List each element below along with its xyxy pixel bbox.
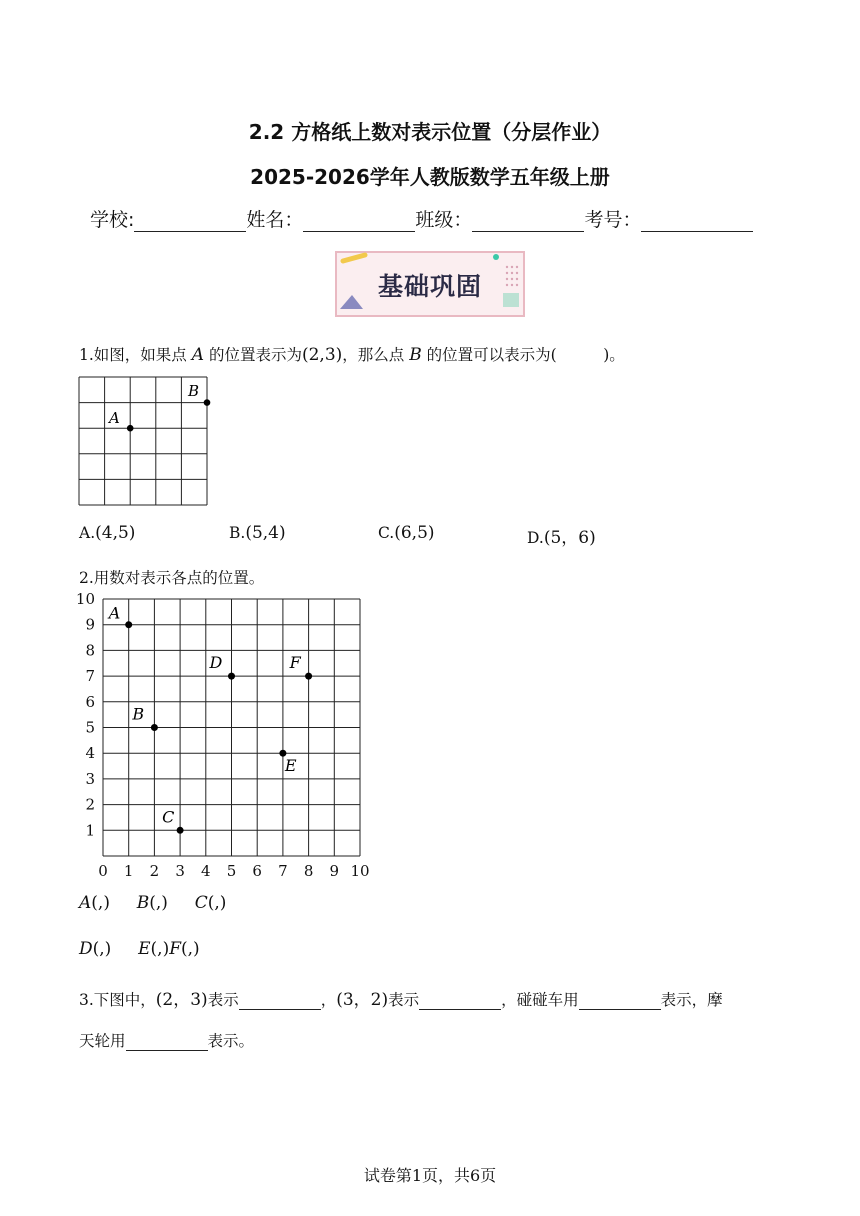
x-tick-label: 3 (175, 862, 185, 880)
q2-answer-c-label: C (194, 893, 208, 913)
y-tick-label: 5 (85, 718, 95, 737)
class-label: 班级： (415, 209, 473, 231)
y-tick-label: 4 (85, 744, 95, 763)
x-tick-label: 8 (303, 862, 314, 880)
x-tick-label: 6 (252, 862, 262, 880)
q2-answer-b-field[interactable]: (,) (149, 893, 168, 913)
q2-answer-line-2 (79, 939, 200, 959)
question-1-text (79, 343, 625, 365)
y-tick-label: 8 (85, 641, 95, 660)
y-tick-label: 9 (85, 615, 95, 634)
y-tick-label: 6 (85, 692, 95, 711)
q1-grid-label-b: B (188, 382, 200, 400)
q1-option-b[interactable]: B.(5,4) (229, 523, 286, 543)
q2-point-f-label: F (289, 653, 301, 673)
q1-point-a-dot (127, 425, 134, 432)
x-tick-label: 2 (149, 862, 160, 880)
section-banner (335, 251, 525, 317)
q3-blank-4[interactable] (126, 1032, 208, 1051)
q2-answer-f-field[interactable]: (,) (181, 939, 200, 959)
y-tick-label: 3 (85, 769, 95, 788)
q1-point-a: A (191, 345, 205, 365)
q1-point-b: B (409, 345, 422, 365)
q1-grid-figure (76, 374, 212, 514)
question-2-text: 2.用数对表示各点的位置。 (79, 569, 265, 587)
q2-grid-svg (70, 586, 380, 882)
x-tick-label: 1 (123, 862, 134, 880)
q1-prefix: 1.如图，如果点 (79, 346, 187, 364)
q2-answer-f-label: F (169, 939, 182, 959)
q2-point-d-dot (228, 673, 235, 680)
x-tick-label: 0 (98, 862, 108, 880)
q2-point-a-label: A (108, 603, 121, 623)
q2-answer-e-label: E (138, 939, 151, 959)
name-field[interactable] (303, 211, 415, 232)
page-subtitle: 2025-2026学年人教版数学五年级上册 (250, 165, 610, 189)
x-tick-label: 7 (278, 862, 288, 880)
q3-blank-1[interactable] (239, 991, 321, 1010)
q2-answer-a-label: A (79, 893, 92, 913)
x-tick-label: 9 (329, 862, 340, 880)
q1-grid-svg (76, 374, 212, 510)
q2-answer-d-label: D (79, 939, 93, 959)
q2-point-f-dot (305, 673, 312, 680)
y-tick-label: 7 (85, 667, 95, 686)
q1-coord: (2,3) (301, 345, 343, 365)
q2-answer-b-label: B (136, 893, 150, 913)
question-3-line-2: 天轮用 表示。 (79, 1032, 255, 1050)
q2-point-c-dot (177, 827, 184, 834)
q2-point-d-label: D (209, 653, 223, 673)
name-label: 姓名： (246, 209, 304, 231)
y-tick-label: 10 (75, 590, 95, 608)
q1-grid-label-a: A (109, 409, 120, 427)
q1-option-c[interactable]: C.(6,5) (378, 523, 435, 543)
q1-mid: 的位置表示为 (208, 346, 302, 364)
y-tick-label: 1 (85, 821, 95, 840)
q3-blank-2[interactable] (419, 991, 501, 1010)
question-3-line-1: 3.下图中，(2，3)表示 ，(3，2)表示 ，碰碰车用 表示，摩 (79, 990, 723, 1010)
q2-answer-d-field[interactable]: (,) (92, 939, 112, 959)
q2-point-a-dot (125, 621, 132, 628)
q1-point-b-dot (204, 399, 211, 406)
q2-answer-line-1 (79, 893, 226, 913)
x-tick-label: 10 (350, 862, 370, 880)
school-field[interactable] (134, 211, 246, 232)
x-tick-label: 4 (201, 862, 211, 880)
q3-coord-1: (2，3) (155, 990, 208, 1010)
student-info-line (90, 205, 753, 232)
q2-grid-figure (70, 586, 380, 886)
q2-answer-c-field[interactable]: (,) (207, 893, 227, 913)
school-label: 学校: (90, 209, 135, 231)
q1-option-a[interactable]: A.(4,5) (79, 523, 136, 543)
section-banner-text: 基础巩固 (377, 272, 482, 301)
x-tick-label: 5 (226, 862, 237, 880)
number-label: 考号： (584, 209, 642, 231)
q2-point-b-dot (151, 724, 158, 731)
q1-mid2: ，那么点 (342, 346, 405, 364)
q2-point-b-label: B (132, 704, 145, 724)
q2-answer-a-field[interactable]: (,) (91, 893, 110, 913)
q2-point-c-label: C (162, 807, 175, 827)
page-footer: 试卷第1页，共6页 (363, 1166, 497, 1185)
q2-answer-e-field[interactable]: (,) (150, 939, 170, 959)
q3-coord-2: (3，2) (336, 990, 389, 1010)
y-tick-label: 2 (85, 795, 95, 814)
q3-blank-3[interactable] (579, 991, 661, 1010)
q2-point-e-label: E (284, 756, 297, 776)
number-field[interactable] (641, 211, 753, 232)
page-title: 2.2 方格纸上数对表示位置（分层作业） (248, 120, 612, 144)
q1-suffix: 的位置可以表示为( )。 (426, 346, 625, 364)
q1-option-d[interactable]: D.(5，6) (527, 528, 596, 548)
class-field[interactable] (472, 211, 584, 232)
